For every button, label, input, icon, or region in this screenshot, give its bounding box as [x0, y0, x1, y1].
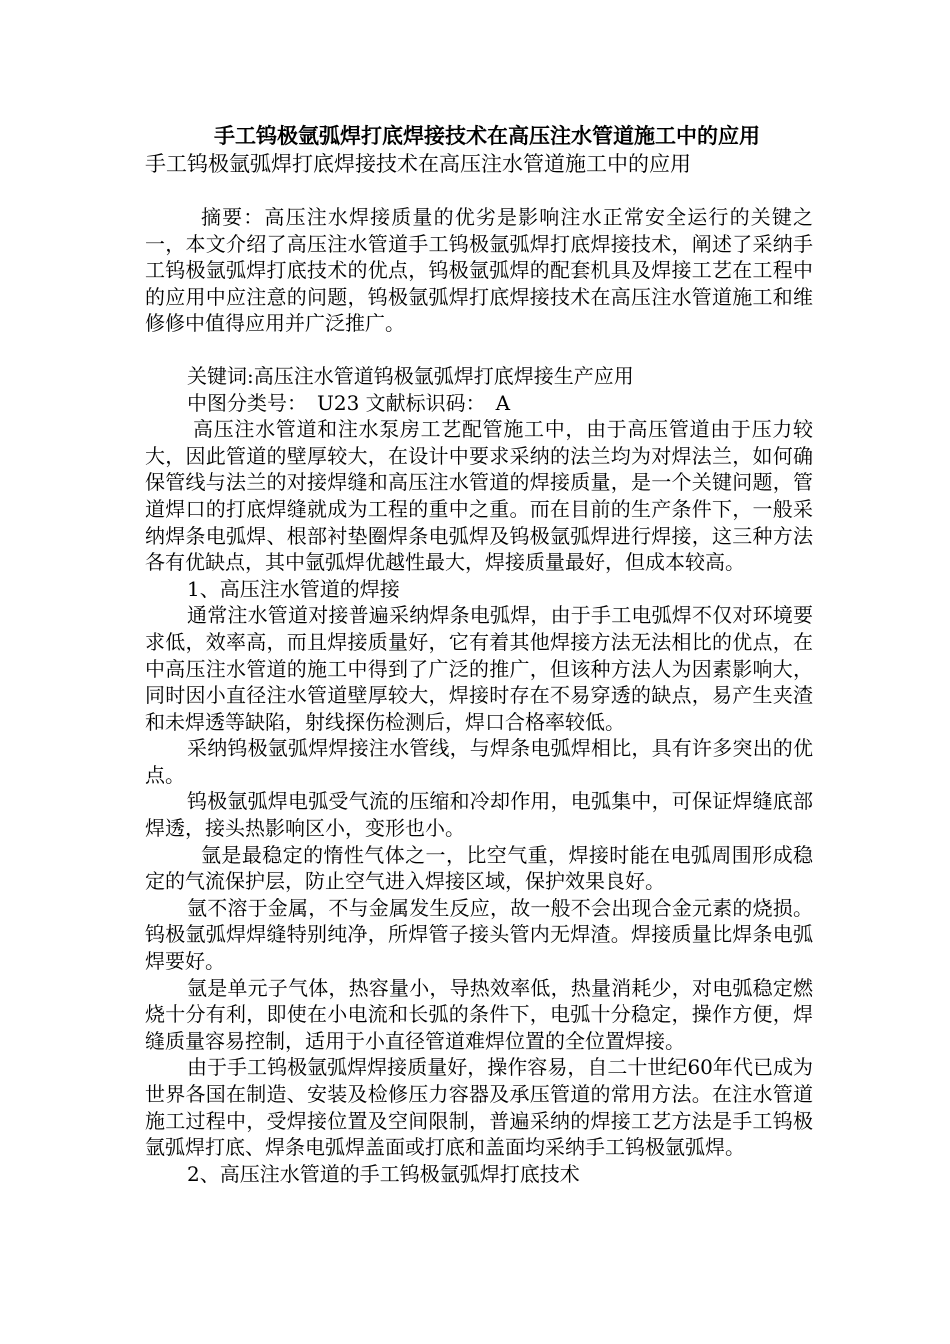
body-paragraph: 氩是最稳定的惰性气体之一，比空气重，焊接时能在电弧周围形成稳定的气流保护层，防止空气进入焊接区域，保护效果良好。: [145, 842, 813, 894]
keywords-line: 关键词:高压注水管道钨极氩弧焊打底焊接生产应用: [187, 363, 634, 388]
section-heading: 2、高压注水管道的手工钨极氩弧焊打底技术: [187, 1161, 580, 1186]
document-title-plain: 手工钨极氩弧焊打底焊接技术在高压注水管道施工中的应用: [145, 152, 691, 176]
body-paragraph: 氩是单元子气体，热容量小，导热效率低，热量消耗少，对电弧稳定燃烧十分有利，即使在小电流和长弧的条件下，电弧十分稳定，操作方便，焊缝质量容易控制，适用于小直径管道难焊位置的全位置焊接。: [145, 975, 813, 1053]
classification-line: 中图分类号： U23 文献标识码： A: [187, 390, 511, 415]
body-paragraph: 氩不溶于金属，不与金属发生反应，故一般不会出现合金元素的烧损。钨极氩弧焊焊缝特别纯净，所焊管子接头管内无焊渣。焊接质量比焊条电弧焊要好。: [145, 895, 813, 974]
document-page: [145, 122, 813, 1187]
body-paragraph: 高压注水管道和注水泵房工艺配管施工中，由于高压管道由于压力较大，因此管道的壁厚较大，在设计中要求采纳的法兰均为对焊法兰，如何确保管线与法兰的对接焊缝和高压注水管道的焊接质量，是一个关键问题，管道焊口的打底焊缝就成为工程的重中之重。而在目前的生产条件下，一般采纳焊条电弧焊、根部衬垫圈焊条电弧焊及钨极氩弧焊进行焊接，这三种方法各有优缺点，其中氩弧焊优越性最大，焊接质量最好，但成本较高。: [145, 417, 813, 575]
body-paragraph: 通常注水管道对接普遍采纳焊条电弧焊，由于手工电弧焊不仅对环境要求低，效率高，而且焊接质量好，它有着其他焊接方法无法相比的优点，在中高压注水管道的施工中得到了广泛的推广，但该种方法人为因素影响大，同时因小直径注水管道壁厚较大，焊接时存在不易穿透的缺点，易产生夹渣和未焊透等缺陷，射线探伤检测后，焊口合格率较低。: [145, 603, 813, 734]
body-paragraph: 由于手工钨极氩弧焊焊接质量好，操作容易，自二十世纪60年代已成为世界各国在制造、安装及检修压力容器及承压管道的常用方法。在注水管道施工过程中，受焊接位置及空间限制，普遍采纳的焊接工艺方法是手工钨极氩弧焊打底、焊条电弧焊盖面或打底和盖面均采纳手工钨极氩弧焊。: [145, 1055, 813, 1160]
section-heading: 1、高压注水管道的焊接: [187, 576, 400, 601]
document-title-bold: 手工钨极氩弧焊打底焊接技术在高压注水管道施工中的应用: [214, 123, 760, 148]
body-paragraph: 采纳钨极氩弧焊焊接注水管线，与焊条电弧焊相比，具有许多突出的优点。: [145, 736, 813, 787]
abstract-paragraph: 摘要：高压注水焊接质量的优劣是影响注水正常安全运行的关键之一，本文介绍了高压注水管道手工钨极氩弧焊打底焊接技术，阐述了采纳手工钨极氩弧焊打底技术的优点，钨极氩弧焊的配套机具及焊接工艺在工程中的应用中应注意的问题，钨极氩弧焊打底焊接技术在高压注水管道施工和维修修中值得应用并广泛推广。: [145, 205, 813, 336]
body-paragraph: 钨极氩弧焊电弧受气流的压缩和冷却作用，电弧集中，可保证焊缝底部焊透，接头热影响区小，变形也小。: [145, 789, 813, 841]
